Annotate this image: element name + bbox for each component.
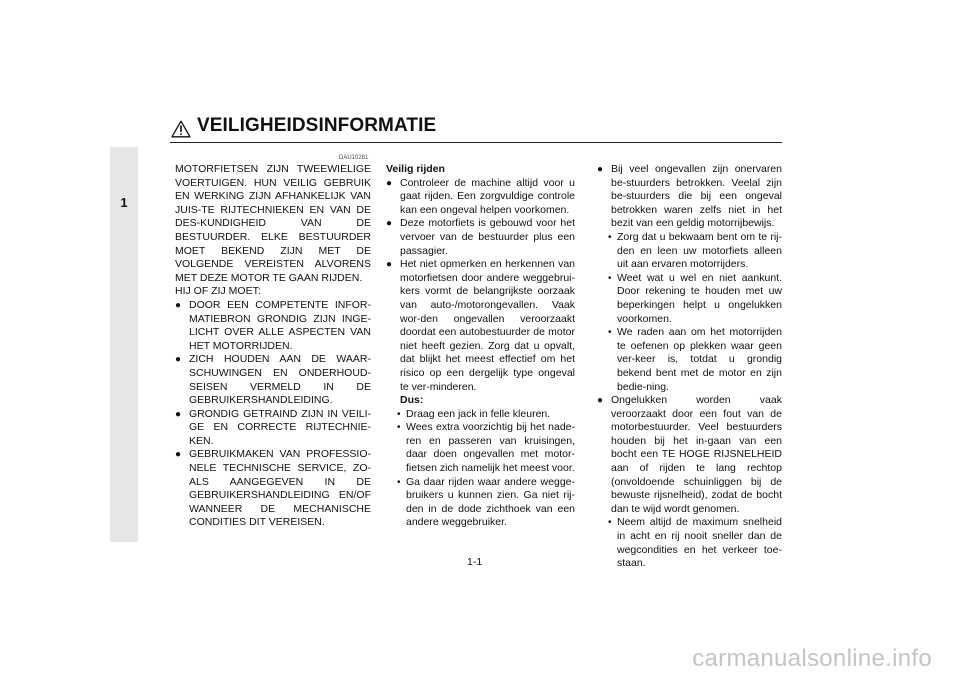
list-item: ● GEBRUIKMAKEN VAN PROFESSIO-NELE TECHNISCHE SERVICE, ZO-ALS AANGEGEVEN IN DE GEBRUIKERSHANDLEIDING EN/OF WANNEER DE MECHANISCHE CONDITIES DIT VEREISEN. — [175, 448, 371, 529]
dash-bullet-icon: • — [397, 408, 401, 420]
section-heading: Veilig rijden — [386, 163, 445, 175]
bullet-icon: ● — [175, 354, 182, 366]
list-item: ● Bij veel ongevallen zijn onervaren be-stuurders betrokken. Veelal zijn be-stuurders die bij een ongeval betrokken waren zelfs niet in het bezit van een geldig motorrijbewijs. — [597, 163, 782, 230]
list-item: ● GRONDIG GETRAIND ZIJN IN VEILI-GE EN CORRECTE RIJTECHNIE-KEN. — [175, 407, 371, 447]
bullet-icon: ● — [386, 177, 393, 189]
page-title: VEILIGHEIDSINFORMATIE — [197, 115, 437, 136]
must-label: HIJ OF ZIJ MOET: — [175, 285, 261, 298]
dash-bullet-icon: • — [608, 272, 612, 284]
list-item: ● Controleer de machine altijd voor u gaat rijden. Een zorgvuldige controle kan een ongeval helpen voorkomen. — [386, 176, 575, 216]
dash-bullet-icon: • — [608, 231, 612, 243]
watermark: carmanualsonline.info — [692, 645, 932, 672]
bullet-icon: ● — [175, 299, 182, 311]
dash-bullet-icon: • — [608, 327, 612, 339]
warning-triangle-icon — [171, 120, 191, 138]
list-item: ● Ongelukken worden vaak veroorzaakt door een fout van de motorbestuurder. Veel bestuurders houden bij het in-gaan van een bocht een TE HOGE RIJSNELHEID aan of rijden te lang rechtop (onvoldoende schuinliggen bij de bewuste rijsnelheid), zodat de bocht dan te wijd wordt genomen. — [597, 394, 782, 515]
list-item: • Draag een jack in felle kleuren. — [397, 407, 551, 420]
list-item: • Weet wat u wel en niet aankunt. Door rekening te houden met uw beperkingen helpt u ongelukken voorkomen. — [608, 271, 782, 325]
document-code: DAU10281 — [339, 155, 369, 161]
dash-bullet-icon: • — [608, 517, 612, 529]
chapter-number: 1 — [120, 195, 128, 210]
column-safe-riding — [386, 163, 575, 530]
list-item: • Wees extra voorzichtig bij het nade-ren en passeren van kruisingen, daar doen ongevallen met motor-fietsen zich namelijk het meest voor. — [397, 421, 575, 475]
page-number: 1-1 — [467, 556, 483, 568]
bullet-icon: ● — [597, 164, 604, 175]
list-item: ● DOOR EEN COMPETENTE INFOR-MATIEBRON GRONDIG ZIJN INGE-LICHT OVER ALLE ASPECTEN VAN HET MOTORRIJDEN. — [175, 298, 371, 352]
list-item: ● ZICH HOUDEN AAN DE WAAR-SCHUWINGEN EN ONDERHOUD-SEISEN VERMELD IN DE GEBRUIKERSHANDLEIDING. — [175, 353, 371, 407]
list-item: • We raden aan om het motorrijden te oefenen op plekken waar geen ver-keer is, totdat u grondig bekend bent met de motor en zijn bedie-ning. — [608, 326, 782, 393]
dash-bullet-icon: • — [397, 422, 401, 434]
list-item: • Neem altijd de maximum snelheid in acht en rij nooit sneller dan de wegcondities en het verkeer toe-staan. — [608, 516, 782, 570]
list-item: ● Deze motorfiets is gebouwd voor het vervoer van de bestuurder plus een passagier. — [386, 217, 575, 257]
list-item: • Zorg dat u bekwaam bent om te rij-den en leen uw motorfiets alleen uit aan ervaren motorrijders. — [608, 230, 782, 271]
bullet-icon: ● — [386, 218, 393, 230]
bullet-icon: ● — [175, 408, 182, 420]
bullet-icon: ● — [175, 449, 182, 461]
dus-label: Dus: — [400, 394, 424, 407]
list-item: • Ga daar rijden waar andere wegge-bruikers u kunnen zien. Ga niet rij-den in de dode zichthoek van een andere weggebruiker. — [397, 475, 575, 529]
bullet-icon: ● — [597, 395, 604, 407]
chapter-tab — [110, 147, 138, 542]
dash-bullet-icon: • — [397, 476, 401, 488]
column-accidents — [597, 163, 782, 571]
bullet-icon: ● — [386, 259, 393, 271]
section-header — [170, 114, 782, 143]
intro-paragraph: MOTORFIETSEN ZIJN TWEEWIELIGE VOERTUIGEN. HUN VEILIG GEBRUIK EN WERKING ZIJN AFHANKELIJK VAN JUIS-TE RIJTECHNIEKEN EN VAN DE DES-KUNDIGHEID VAN DE BESTUURDER. ELKE BESTUURDER MOET BEKEND ZIJN MET DE VOLGENDE VEREISTEN ALVORENS MET DEZE MOTOR TE GAAN RIJDEN. — [175, 163, 371, 284]
list-item: ● Het niet opmerken en herkennen van motorfietsen door andere weggebrui-kers vormt de belangrijkste oorzaak van auto-/motorongevallen. Vaak wor-den ongevallen veroorzaakt doordat een autobestuurder de motor niet heeft gezien. Zorg dat u opvalt, dat blijkt het meest effectief om het risico op een dergelijk type ongeval te ver-minderen. — [386, 258, 575, 393]
column-intro — [175, 163, 371, 530]
